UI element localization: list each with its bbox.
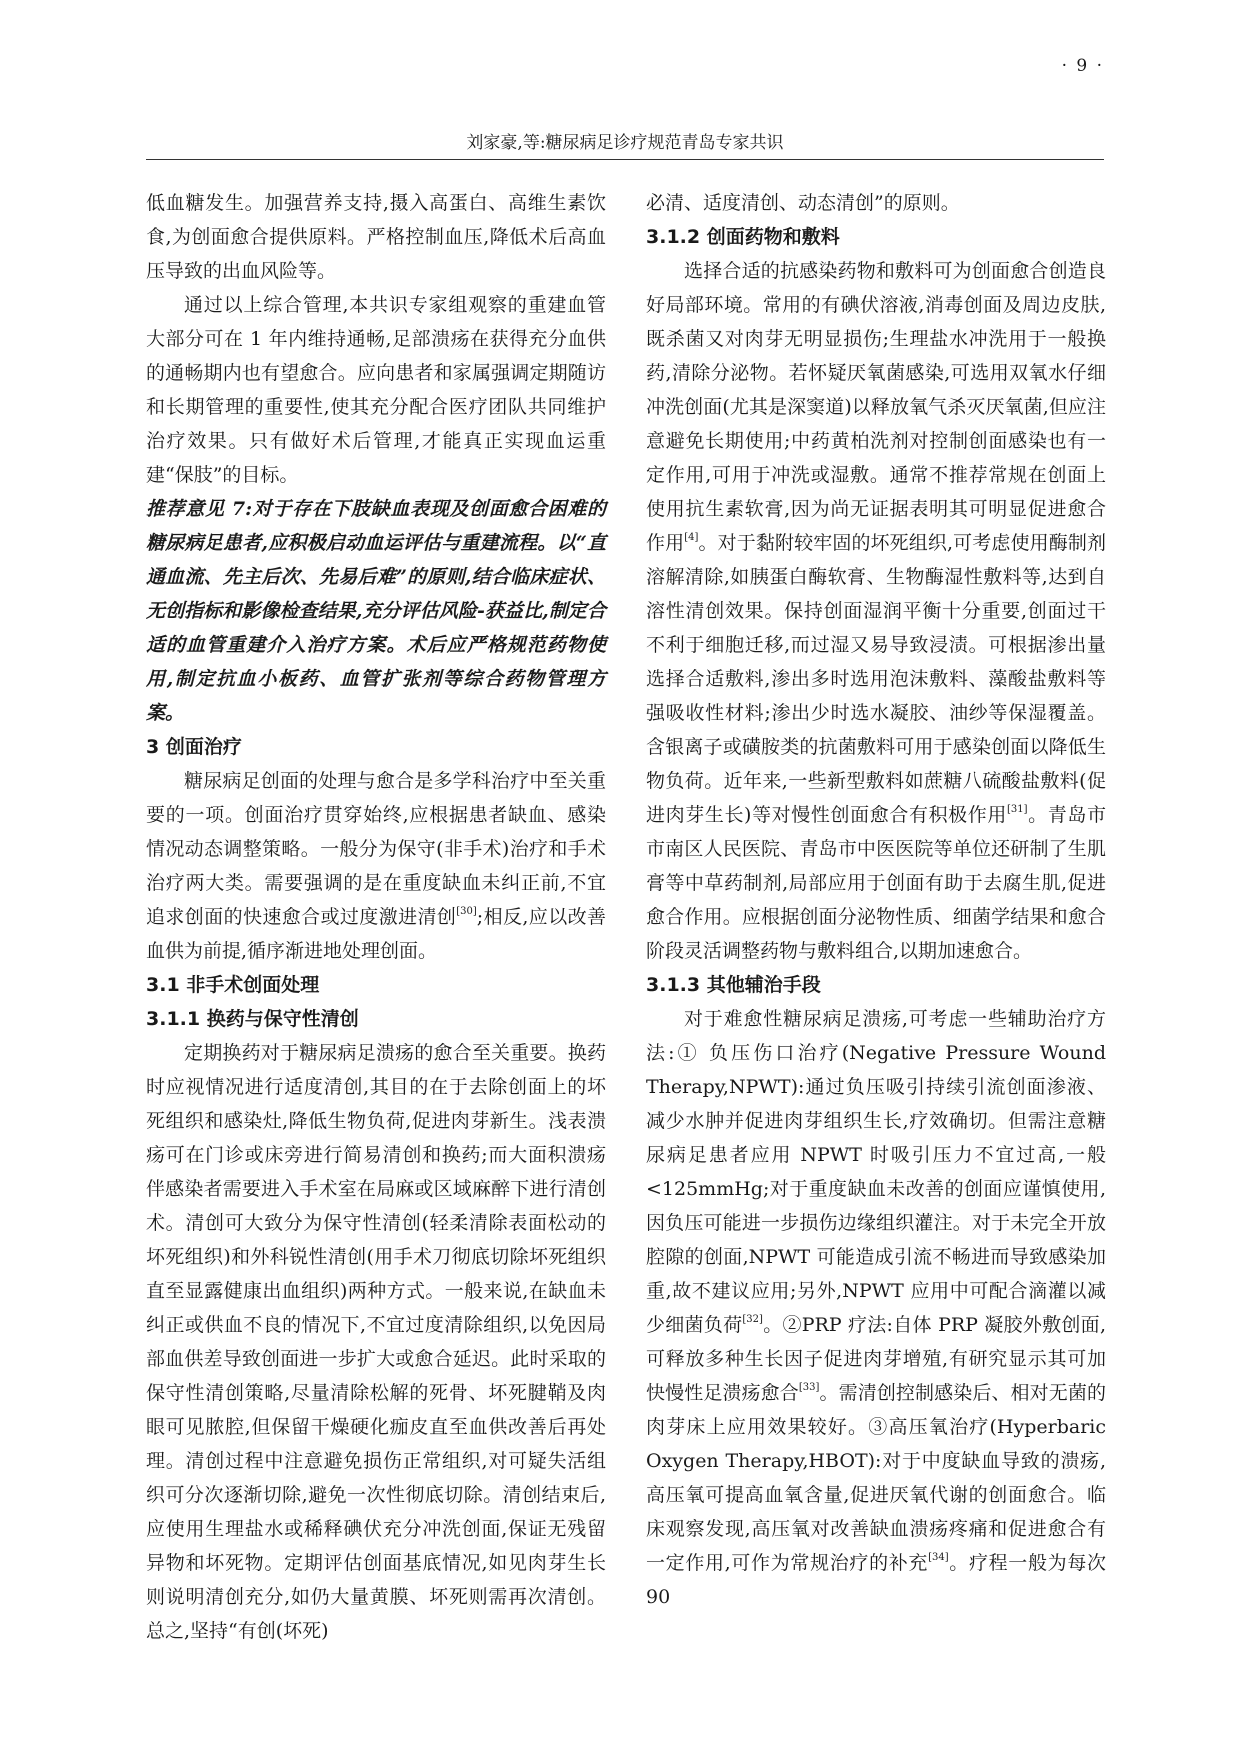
- recommendation-7: 推荐意见 7:对于存在下肢缺血表现及创面愈合困难的糖尿病足患者,应积极启动血运评估与重建流程。以“直通血流、先主后次、先易后难”的原则,结合临床症状、无创指标和影像检查结果,充分评估风险-获益比,制定合适的血管重建介入治疗方案。术后应严格规范药物使用,制定抗血小板药、血管扩张剂等综合药物管理方案。: [146, 498, 606, 724]
- paragraph: [646, 254, 1106, 968]
- text-run: 。疗程一般为每次 90: [646, 1552, 1106, 1608]
- citation: [33]: [798, 1382, 820, 1393]
- paragraph: [646, 1002, 1106, 1614]
- running-title: 刘家豪,等:糖尿病足诊疗规范青岛专家共识: [466, 133, 784, 153]
- text-run: 。②PRP 疗法:自体 PRP 凝胶外敷创面,可释放多种生长因子促进肉芽增殖,有研究显示其可加快慢性足溃疡愈合: [646, 1314, 1106, 1404]
- text-run: 糖尿病足创面的处理与愈合是多学科治疗中至关重要的一项。创面治疗贯穿始终,应根据患者缺血、感染情况动态调整策略。一般分为保守(非手术)治疗和手术治疗两大类。需要强调的是在重度缺血未纠正前,不宜追求创面的快速愈合或过度激进清创: [146, 770, 606, 928]
- paragraph: 通过以上综合管理,本共识专家组观察的重建血管大部分可在 1 年内维持通畅,足部溃疡在获得充分血供的通畅期内也有望愈合。应向患者和家属强调定期随访和长期管理的重要性,使其充分配合医疗团队共同维护治疗效果。只有做好术后管理,才能真正实现血运重建“保肢”的目标。: [146, 294, 606, 486]
- paragraph: [146, 764, 606, 968]
- citation: [4]: [684, 532, 699, 543]
- citation: [34]: [928, 1552, 949, 1563]
- page-number: · 9 ·: [1061, 56, 1104, 76]
- section-heading-3-1-1: 3.1.1 换药与保守性清创: [146, 1008, 359, 1030]
- paragraph: 低血糖发生。加强营养支持,摄入高蛋白、高维生素饮食,为创面愈合提供原料。严格控制血压,降低术后高血压导致的出血风险等。: [146, 192, 606, 282]
- paragraph: 定期换药对于糖尿病足溃疡的愈合至关重要。换药时应视情况进行适度清创,其目的在于去除创面上的坏死组织和感染灶,降低生物负荷,促进肉芽新生。浅表溃疡可在门诊或床旁进行简易清创和换药;而大面积溃疡伴感染者需要进入手术室在局麻或区域麻醉下进行清创术。清创可大致分为保守性清创(轻柔清除表面松动的坏死组织)和外科锐性清创(用手术刀彻底切除坏死组织直至显露健康出血组织)两种方式。一般来说,在缺血未纠正或供血不良的情况下,不宜过度清除组织,以免因局部血供差导致创面进一步扩大或愈合延迟。此时采取的保守性清创策略,尽量清除松解的死骨、坏死腱鞘及肉眼可见脓腔,但保留干燥硬化痂皮直至血供改善后再处理。清创过程中注意避免损伤正常组织,对可疑失活组织可分次逐渐切除,避免一次性彻底切除。清创结束后,应使用生理盐水或稀释碘伏充分冲洗创面,保证无残留异物和坏死物。定期评估创面基底情况,如见肉芽生长则说明清创充分,如仍大量黄膜、坏死则需再次清创。总之,坚持“有创(坏死): [146, 1042, 606, 1642]
- right-column: [646, 186, 1106, 1614]
- text-run: ;相反,应以改善血供为前提,循序渐进地处理创面。: [146, 906, 606, 962]
- text-run: 。对于黏附较牢固的坏死组织,可考虑使用酶制剂溶解清除,如胰蛋白酶软膏、生物酶湿性敷料等,达到自溶性清创效果。保持创面湿润平衡十分重要,创面过干不利于细胞迁移,而过湿又易导致浸渍。可根据渗出量选择合适敷料,渗出多时选用泡沫敷料、藻酸盐敷料等强吸收性材料;渗出少时选水凝胶、油纱等保湿覆盖。含银离子或磺胺类的抗菌敷料可用于感染创面以降低生物负荷。近年来,一些新型敷料如蔗糖八硫酸盐敷料(促进肉芽生长)等对慢性创面愈合有积极作用: [646, 532, 1106, 826]
- header-rule: [146, 159, 1104, 160]
- text-run: 。青岛市市南区人民医院、青岛市中医医院等单位还研制了生肌膏等中草药制剂,局部应用于创面有助于去腐生肌,促进愈合作用。应根据创面分泌物性质、细菌学结果和愈合阶段灵活调整药物与敷料组合,以期加速愈合。: [646, 804, 1106, 962]
- citation: [30]: [456, 906, 477, 917]
- paragraph: 必清、适度清创、动态清创”的原则。: [646, 192, 960, 214]
- citation: [32]: [742, 1314, 763, 1325]
- text-run: 对于难愈性糖尿病足溃疡,可考虑一些辅助治疗方法:① 负压伤口治疗(Negative Pressure Wound Therapy,NPWT):通过负压吸引持续引流创面渗液、减少水肿并促进肉芽组织生长,疗效确切。但需注意糖尿病足患者应用 NPWT 时吸引压力不宜过高,一般<125mmHg;对于重度缺血未改善的创面应谨慎使用,因负压可能进一步损伤边缘组织灌注。对于未完全开放腔隙的创面,NPWT 可能造成引流不畅进而导致感染加重,故不建议应用;另外,NPWT 应用中可配合滴灌以减少细菌负荷: [646, 1008, 1106, 1336]
- left-column: [146, 186, 606, 1648]
- section-heading-3: 3 创面治疗: [146, 736, 242, 758]
- text-run: 。需清创控制感染后、相对无菌的肉芽床上应用效果较好。③高压氧治疗(Hyperbaric Oxygen Therapy,HBOT):对于中度缺血导致的溃疡,高压氧可提高血氧含量,促进厌氧代谢的创面愈合。临床观察发现,高压氧对改善缺血溃疡疼痛和促进愈合有一定作用,可作为常规治疗的补充: [646, 1382, 1106, 1574]
- section-heading-3-1: 3.1 非手术创面处理: [146, 974, 320, 996]
- section-heading-3-1-2: 3.1.2 创面药物和敷料: [646, 226, 840, 248]
- section-heading-3-1-3: 3.1.3 其他辅治手段: [646, 974, 821, 996]
- text-run: 选择合适的抗感染药物和敷料可为创面愈合创造良好局部环境。常用的有碘伏溶液,消毒创面及周边皮肤,既杀菌又对肉芽无明显损伤;生理盐水冲洗用于一般换药,清除分泌物。若怀疑厌氧菌感染,可选用双氧水仔细冲洗创面(尤其是深窦道)以释放氧气杀灭厌氧菌,但应注意避免长期使用;中药黄柏洗剂对控制创面感染也有一定作用,可用于冲洗或湿敷。通常不推荐常规在创面上使用抗生素软膏,因为尚无证据表明其可明显促进愈合作用: [646, 260, 1106, 554]
- citation: [31]: [1007, 804, 1028, 815]
